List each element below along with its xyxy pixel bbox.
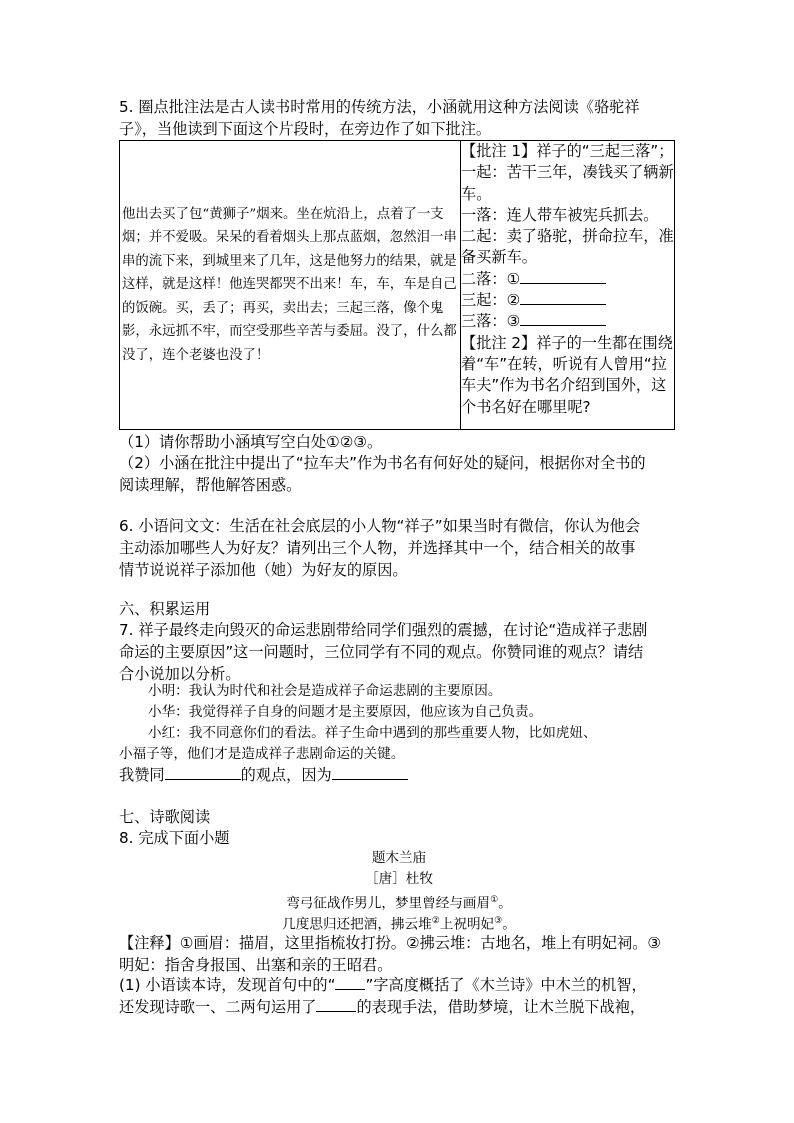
poem-line-2: 几度思归还把酒，拂云堆②上祝明妃③。 [282,916,516,933]
poem-line-1: 弯弓征战作男儿，梦里曾经与画眉①。 [286,895,512,912]
note1-blank-1: 二落：① [461,269,674,290]
q7-xiaoming: 小明：我认为时代和社会是造成祥子命运悲剧的主要原因。 [148,683,502,699]
notes-cell [461,141,675,430]
q6: 6. 小语问文文：生活在社会底层的小人物“祥子”如果当时有微信，你认为他会 主动添加哪些人为好友？请列出三个人物，并选择其中一个，结合相关的故事 情节说说祥子添加他（她）为好友的原因。 [119,517,641,579]
answer-blank-2[interactable] [332,765,408,780]
note1-blank-2: 三起：② [461,290,674,311]
q8-blank-2[interactable] [316,997,356,1012]
q5-sub1: （1）请你帮助小涵填写空白处①②③。 [119,433,383,451]
q5-stem [119,96,679,140]
q7-xiaohong: 小红：我不同意你们的看法。祥子生命中遇到的那些重要人物，比如虎妞、 小福子等，他们才是造成祥子悲剧命运的关键。 [119,725,597,762]
poem-notes: 【注释】①画眉：描眉，这里指梳妆打扮。②拂云堆：古地名，堆上有明妃祠。③ 明妃：指舍身报国、出塞和亲的王昭君。 [119,934,662,974]
q5-annotation-table [119,140,675,430]
note1-blank-3: 三落：③ [461,311,674,332]
q7-stem: 7. 祥子最终走向毁灭的命运悲剧带给同学们强烈的震撼，在讨论“造成祥子悲剧 命运的主要原因”这一问题时，三位同学有不同的观点。你赞同谁的观点？请结 合小说加以分析。 [119,621,648,683]
section-6-heading: 六、积累运用 [119,600,211,618]
poem-title: 题木兰庙 [371,850,427,866]
q5-sub2: （2）小涵在批注中提出了“拉车夫”作为书名有何好处的疑问，根据你对全书的 阅读理解，帮他解答困惑。 [119,454,646,494]
q8-blank-1[interactable] [335,975,365,990]
section-7-heading: 七、诗歌阅读 [119,808,211,826]
passage-cell: 他出去买了包“黄狮子”烟来。坐在炕沿上，点着了一支烟；并不爱吸。呆呆的看着烟头上那点蓝烟，忽然泪一串串的流下来，到城里来了几年，这是他努力的结果，就是这样，就是这样！他连哭都哭不出来！车，车，车是自己的饭碗。买，丢了；再买，卖出去；三起三落，像个鬼影，永远抓不牢，而空受那些辛苦与委屈。没了，什么都没了，连个老婆也没了！ [120,141,461,430]
answer-blank-1[interactable] [165,765,241,780]
q7-xiaohua: 小华：我觉得祥子自身的问题才是主要原因，他应该为自己负责。 [148,704,543,720]
poem-author: ［唐］杜牧 [365,871,433,887]
q8-sub1: (1) 小语读本诗，发现首句中的“ ”字高度概括了《木兰诗》中木兰的机智， 还发现诗歌一、二两句运用了 的表现手法，借助梦境，让木兰脱下战袍， [119,976,647,1016]
q5-stem-line2: 子》，当他读到下面这个片段时，在旁边作了如下批注。 [119,120,492,138]
note1-item-2: 一落：连人带车被宪兵抓去。 [461,205,659,224]
q7-answer-line: 我赞同 的观点，因为 [119,764,679,786]
note1-item-3: 二起：卖了骆驼，拼命拉车，准备买新车。 [461,227,674,267]
q5-stem-line1: 5. 圈点批注法是古人读书时常用的传统方法，小涵就用这种方法阅读《骆驼祥 [119,98,640,116]
note2: 【批注 2】祥子的一生都在围绕着“车”在转，听说有人曾用“拉车夫”作为书名介绍到国外，这个书名好在哪里呢? [461,333,673,416]
note1-item-1: 一起：苦干三年，凑钱买了辆新车。 [461,163,674,203]
q8-stem: 8. 完成下面小题 [119,829,230,847]
note1-title: 【批注 1】祥子的“三起三落”； [461,142,674,160]
